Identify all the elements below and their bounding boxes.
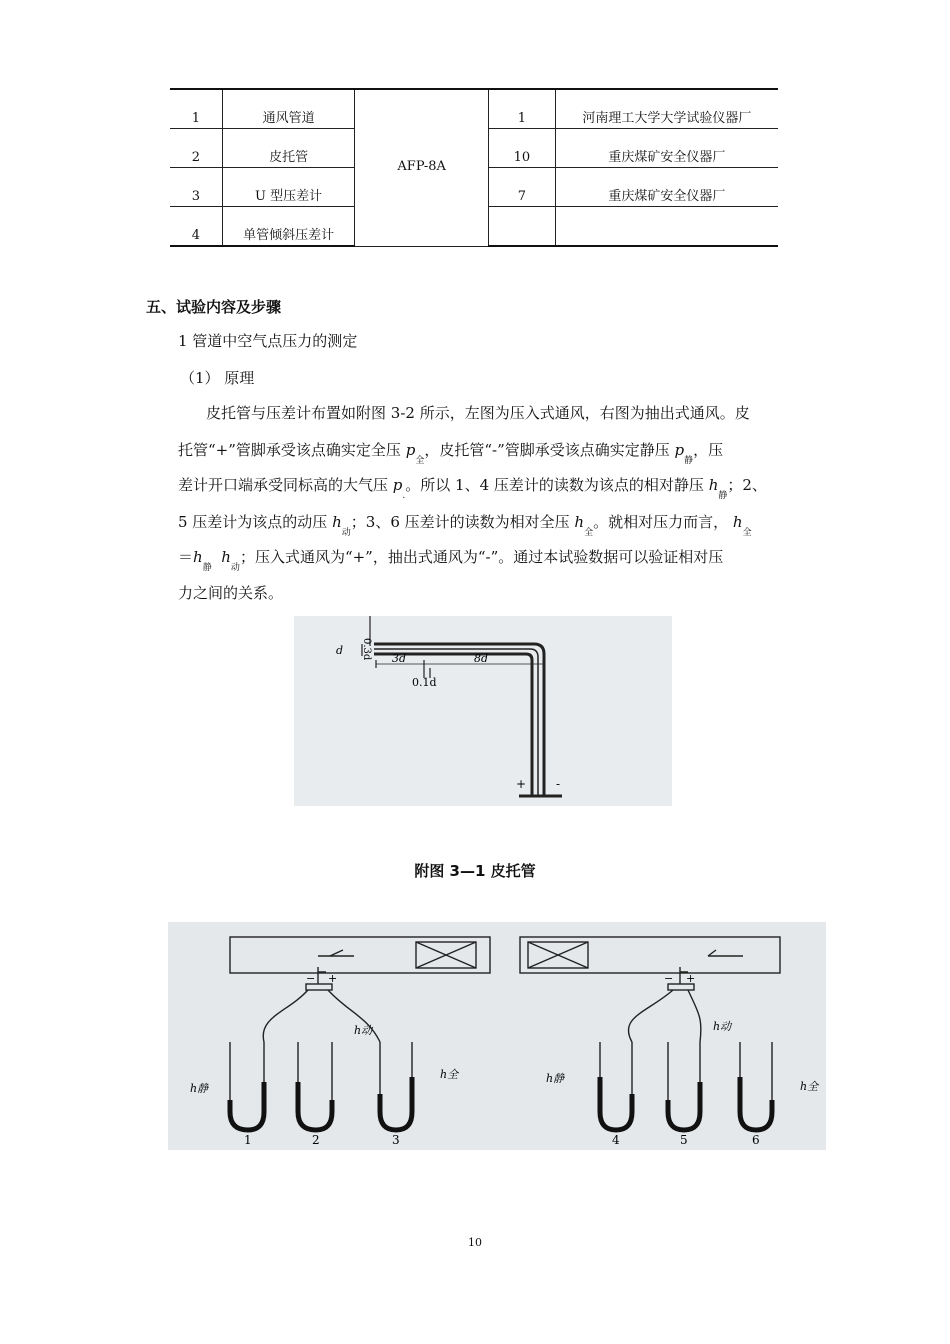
table-cell: 通风管道	[222, 89, 355, 129]
pitot-tube-figure	[294, 616, 672, 806]
table-cell: 2	[170, 129, 222, 168]
table-cell: 1	[170, 89, 222, 129]
symbol-h: h	[732, 513, 743, 531]
label-minus: -	[556, 777, 561, 791]
symbol-h: h	[221, 548, 231, 566]
text-span: 。就相对压力而言，	[593, 513, 729, 531]
subscript: 静	[202, 563, 212, 573]
label-minus: −	[306, 972, 316, 985]
subscript: 全	[742, 528, 752, 538]
subheading-2: （1） 原理	[180, 369, 255, 387]
text-span: ＝	[178, 548, 194, 566]
subheading-1: 1 管道中空气点压力的测定	[178, 332, 358, 350]
manometer-number: 1	[244, 1133, 252, 1147]
table-cell: U 型压差计	[222, 168, 355, 207]
label-plus: +	[686, 972, 696, 985]
label-0.1d: 0.1d	[412, 676, 437, 689]
subscript: 静	[684, 456, 694, 466]
page-number: 10	[468, 1236, 482, 1249]
symbol-h: h	[574, 513, 585, 531]
table-cell: 3	[170, 168, 222, 207]
label-h-total: h全	[800, 1080, 819, 1093]
paragraph-line-1: 皮托管与压差计布置如附图 3-2 所示，左图为压入式通风，右图为抽出式通风。皮	[206, 404, 750, 422]
text-span: 差计开口端承受同标高的大气压	[178, 476, 389, 494]
manometer-number: 6	[752, 1133, 760, 1147]
section-heading: 五、试验内容及步骤	[146, 298, 282, 316]
paragraph-line-3	[178, 474, 767, 501]
subscript: 静	[718, 491, 728, 501]
text-span: 。所以 1、4 压差计的读数为该点的相对静压	[405, 476, 704, 494]
symbol-h: h	[708, 476, 719, 494]
symbol-h: h	[193, 548, 203, 566]
subscript: 全	[584, 528, 594, 538]
label-plus: +	[328, 972, 338, 985]
paragraph-line-2	[178, 439, 724, 466]
text-span: ，皮托管“-”管脚承受该点确实定静压	[424, 441, 670, 459]
label-h-dynamic: h动	[354, 1024, 373, 1037]
manometer-number: 5	[680, 1133, 688, 1147]
text-span: 5 压差计为该点的动压	[178, 513, 328, 531]
table-cell: 皮托管	[222, 129, 355, 168]
label-minus: −	[664, 972, 674, 985]
symbol-p: p	[674, 441, 685, 459]
text-span: ，压	[693, 441, 724, 459]
table-cell: 4	[170, 207, 222, 247]
symbol-h: h	[332, 513, 342, 531]
table-cell-model: AFP-8A	[355, 89, 489, 246]
label-3d: 3d	[392, 652, 407, 665]
paragraph-line-5	[178, 546, 724, 573]
subscript: .	[402, 491, 406, 501]
label-plus: +	[516, 777, 527, 791]
manometer-figure	[168, 922, 826, 1150]
manometer-number: 2	[312, 1133, 320, 1147]
table-cell: 河南理工大学大学试验仪器厂	[555, 89, 778, 129]
subscript: 动	[341, 528, 351, 538]
label-0.3d: 0.3d	[361, 638, 372, 661]
manometer-number: 3	[392, 1133, 400, 1147]
label-d: d	[336, 644, 344, 657]
table-cell: 1	[488, 89, 555, 129]
table-row	[170, 89, 778, 129]
table-cell	[555, 207, 778, 247]
manometer-number: 4	[612, 1133, 620, 1147]
table-cell: 重庆煤矿安全仪器厂	[555, 129, 778, 168]
table-cell: 7	[488, 168, 555, 207]
label-h-dynamic: h动	[713, 1020, 732, 1033]
paragraph-line-6: 力之间的关系。	[178, 584, 284, 602]
subscript: 全	[415, 456, 425, 466]
text-span: ；2、	[727, 476, 767, 494]
table-cell	[488, 207, 555, 247]
symbol-p: p	[405, 441, 416, 459]
label-h-static: h静	[546, 1072, 565, 1085]
paragraph-line-4	[178, 511, 752, 538]
table-cell: 单管倾斜压差计	[222, 207, 355, 247]
subscript: 动	[230, 563, 240, 573]
table-cell: 10	[488, 129, 555, 168]
label-h-static: h静	[190, 1082, 209, 1095]
table-cell: 重庆煤矿安全仪器厂	[555, 168, 778, 207]
text-span: ；压入式通风为“+”，抽出式通风为“-”。通过本试验数据可以验证相对压	[239, 548, 724, 566]
equipment-table	[170, 88, 780, 247]
text-span: ；3、6 压差计的读数为相对全压	[350, 513, 570, 531]
figure-caption: 附图 3—1 皮托管	[414, 862, 536, 880]
text-span: 托管“+”管脚承受该点确实定全压	[178, 441, 401, 459]
label-8d: 8d	[474, 652, 489, 665]
symbol-p: p	[392, 476, 403, 494]
label-h-total: h全	[440, 1068, 459, 1081]
